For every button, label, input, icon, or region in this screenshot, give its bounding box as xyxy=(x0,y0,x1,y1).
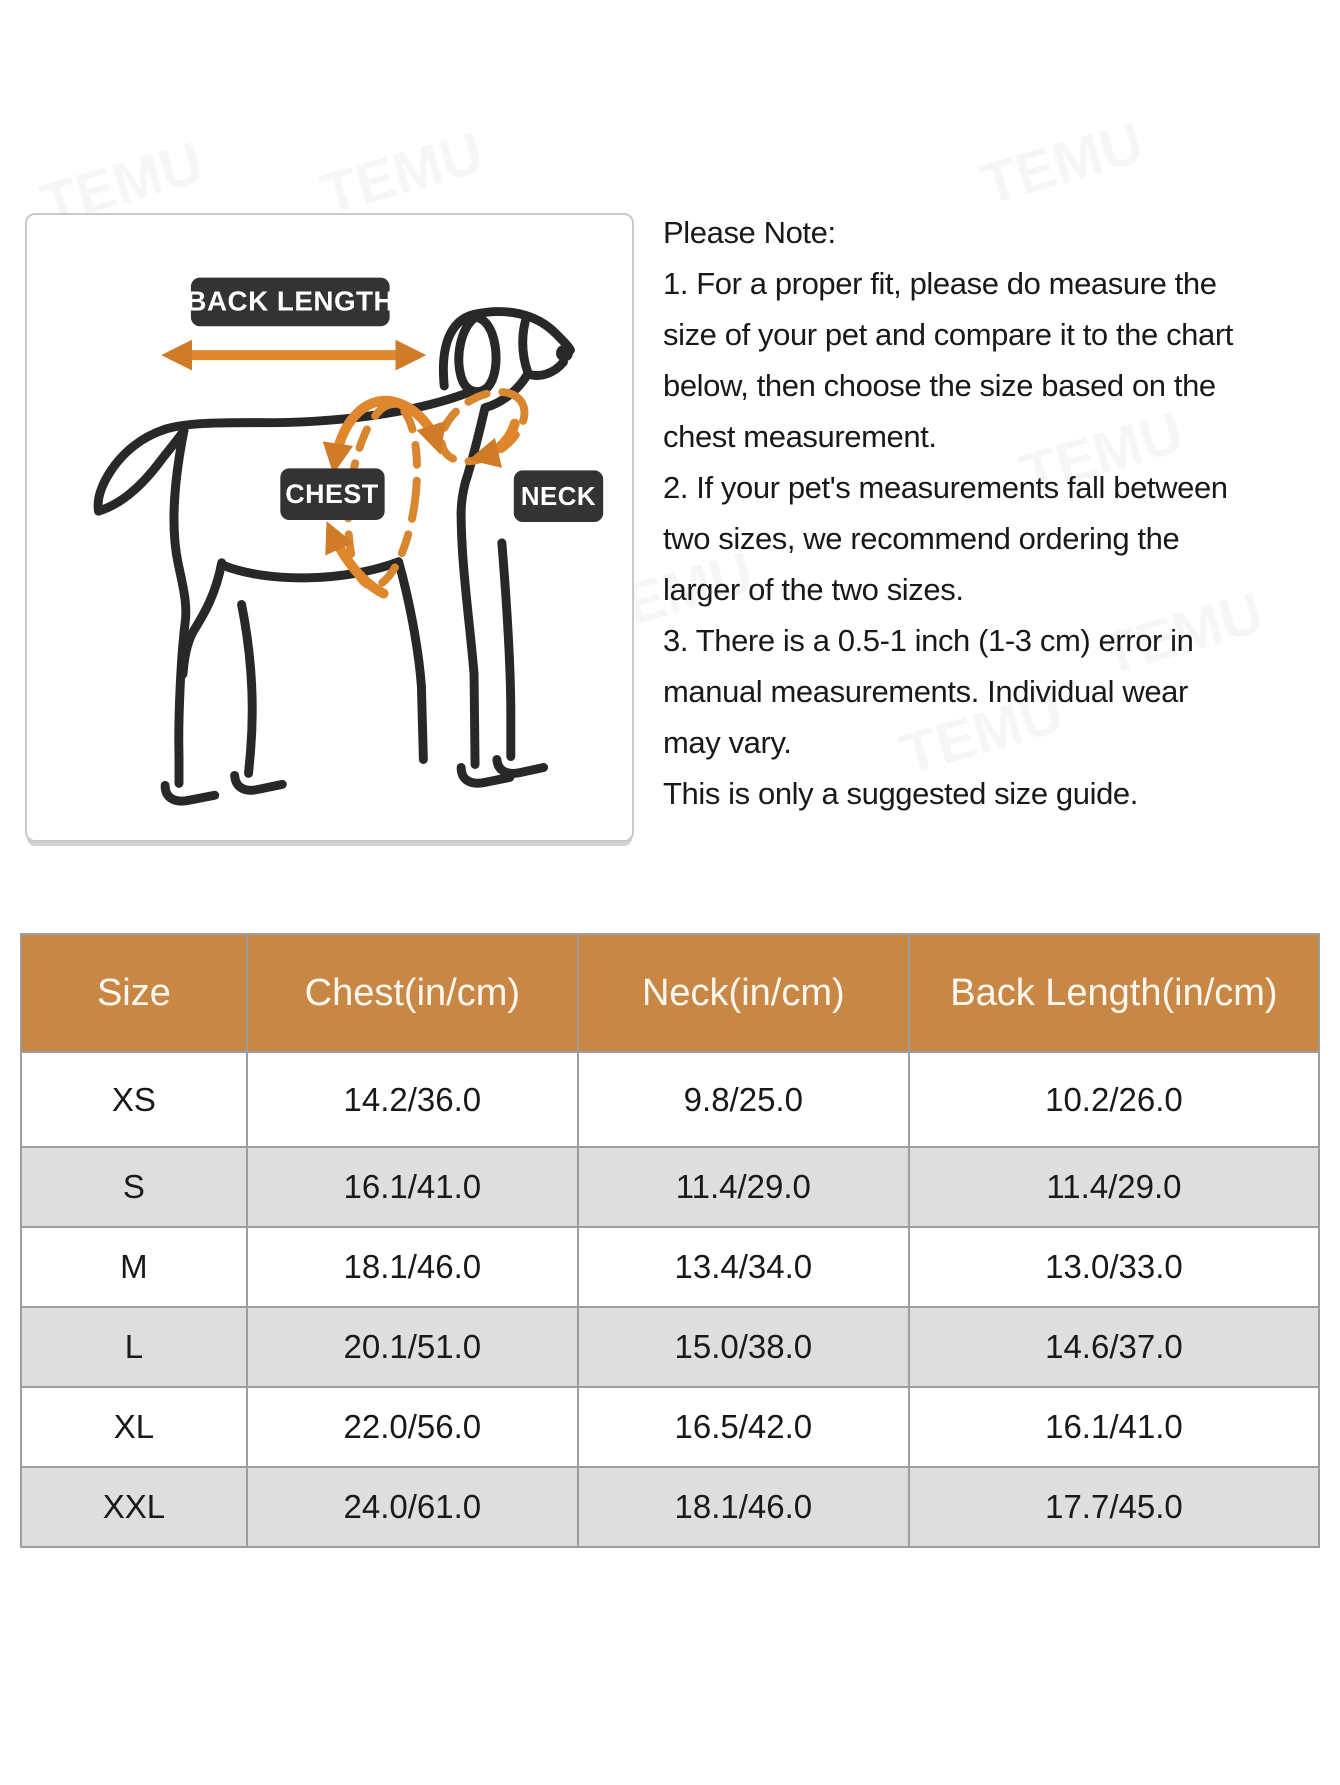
col-header-chest: Chest(in/cm) xyxy=(247,934,578,1052)
col-header-size: Size xyxy=(21,934,247,1052)
cell-neck: 18.1/46.0 xyxy=(578,1467,909,1547)
cell-size: XXL xyxy=(21,1467,247,1547)
table-row-xl xyxy=(21,1387,1319,1467)
chest-label: CHEST xyxy=(285,479,379,510)
cell-chest: 20.1/51.0 xyxy=(247,1307,578,1387)
back-length-label: BACK LENGTH xyxy=(186,285,395,317)
note-line-10: may vary. xyxy=(663,725,792,760)
size-chart-table xyxy=(20,933,1320,1548)
table-row-xxl xyxy=(21,1467,1319,1547)
col-header-back-length: Back Length(in/cm) xyxy=(909,934,1319,1052)
table-header-row xyxy=(21,934,1319,1052)
cell-chest: 22.0/56.0 xyxy=(247,1387,578,1467)
col-header-neck: Neck(in/cm) xyxy=(578,934,909,1052)
note-line-3: below, then choose the size based on the xyxy=(663,368,1216,403)
watermark xyxy=(974,109,1150,219)
cell-neck: 16.5/42.0 xyxy=(578,1387,909,1467)
cell-neck: 9.8/25.0 xyxy=(578,1052,909,1147)
note-line-6: two sizes, we recommend ordering the xyxy=(663,521,1180,556)
cell-neck: 15.0/38.0 xyxy=(578,1307,909,1387)
cell-neck: 13.4/34.0 xyxy=(578,1227,909,1307)
cell-size: XL xyxy=(21,1387,247,1467)
table-row-l xyxy=(21,1307,1319,1387)
dog-line-art xyxy=(27,215,632,840)
note-line-7: larger of the two sizes. xyxy=(663,572,964,607)
cell-size: M xyxy=(21,1227,247,1307)
note-line-8: 3. There is a 0.5-1 inch (1-3 cm) error in xyxy=(663,623,1194,658)
please-note-text xyxy=(663,207,1323,819)
cell-chest: 16.1/41.0 xyxy=(247,1147,578,1227)
table-row-s xyxy=(21,1147,1319,1227)
cell-back-length: 13.0/33.0 xyxy=(909,1227,1319,1307)
neck-label: NECK xyxy=(520,483,597,512)
chest-under-arrow-icon xyxy=(331,531,384,594)
note-line-2: size of your pet and compare it to the chart xyxy=(663,317,1233,352)
note-line-4: chest measurement. xyxy=(663,419,937,454)
cell-size: L xyxy=(21,1307,247,1387)
note-line-1: 1. For a proper fit, please do measure the xyxy=(663,266,1217,301)
table-row-xs xyxy=(21,1052,1319,1147)
cell-neck: 11.4/29.0 xyxy=(578,1147,909,1227)
dog-measurement-diagram xyxy=(25,213,634,842)
cell-back-length: 17.7/45.0 xyxy=(909,1467,1319,1547)
note-line-5: 2. If your pet's measurements fall between xyxy=(663,470,1228,505)
cell-chest: 18.1/46.0 xyxy=(247,1227,578,1307)
cell-chest: 14.2/36.0 xyxy=(247,1052,578,1147)
cell-back-length: 16.1/41.0 xyxy=(909,1387,1319,1467)
cell-back-length: 10.2/26.0 xyxy=(909,1052,1319,1147)
table-row-m xyxy=(21,1227,1319,1307)
dog-outline xyxy=(98,312,570,802)
watermark xyxy=(314,119,490,229)
cell-back-length: 14.6/37.0 xyxy=(909,1307,1319,1387)
cell-chest: 24.0/61.0 xyxy=(247,1467,578,1547)
dog-nose xyxy=(556,345,573,362)
note-title: Please Note: xyxy=(663,215,836,250)
cell-size: XS xyxy=(21,1052,247,1147)
cell-back-length: 11.4/29.0 xyxy=(909,1147,1319,1227)
cell-size: S xyxy=(21,1147,247,1227)
note-line-11: This is only a suggested size guide. xyxy=(663,776,1138,811)
note-line-9: manual measurements. Individual wear xyxy=(663,674,1188,709)
